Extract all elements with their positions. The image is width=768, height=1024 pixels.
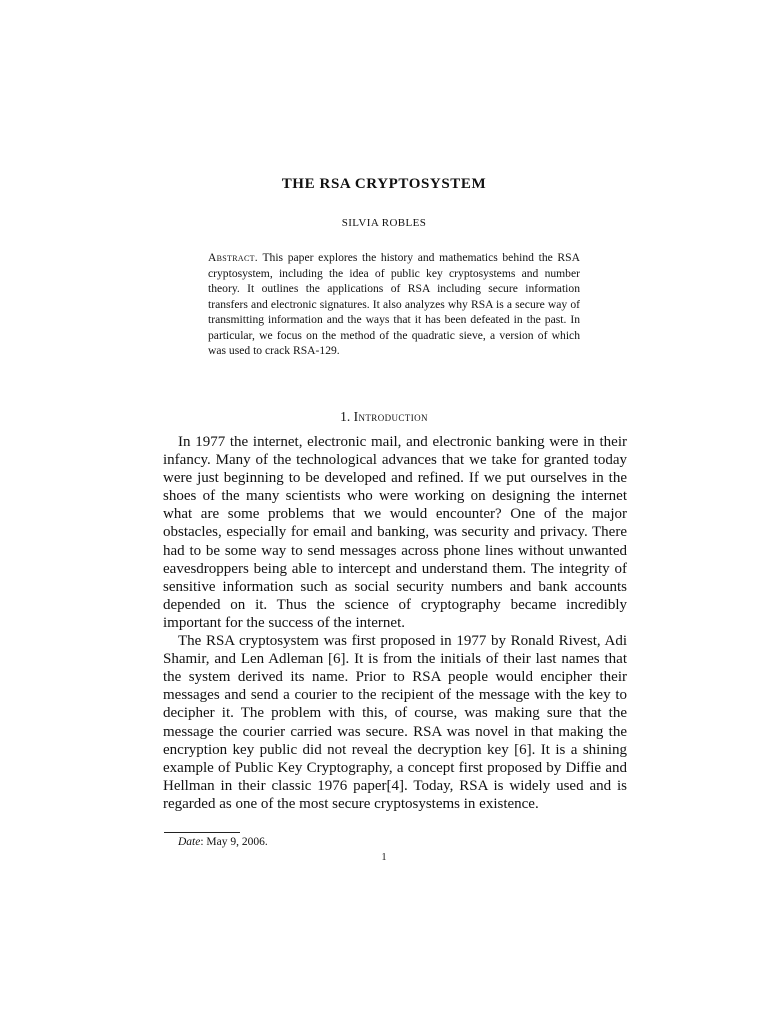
paragraph: The RSA cryptosystem was first proposed in 1977 by Ronald Rivest, Adi Shamir, and Len Adleman [6]. It is from the initials of their last names that the system derived its name. Prior to RSA people would encipher their messages and send a courier to the recipient of the message with the key to decipher it. The problem with this, of course, was making sure that the message the courier carried was secure. RSA was novel in that making the encryption key public did not reveal the decryption key [6]. It is a shining example of Public Key Cryptography, a concept first proposed by Diffie and Hellman in their classic 1976 paper[4]. Today, RSA is widely used and is regarded as one of the most secure cryptosystems in existence. (163, 633, 627, 812)
section-title: Introduction (353, 409, 428, 424)
paper-title: THE RSA CRYPTOSYSTEM (281, 176, 487, 192)
section-heading (0, 409, 768, 425)
footnote-label: Date (178, 836, 201, 848)
footnote-text: : May 9, 2006. (200, 836, 268, 848)
paragraph: In 1977 the internet, electronic mail, and electronic banking were in their infancy. Many of the technological advances that we take for granted today were just beginning to be developed and refined. If we put ourselves in the shoes of the many scientists who were working on designing the internet what are some problems that we would encounter? One of the major obstacles, especially for email and banking, was security and privacy. There had to be some way to send messages across phone lines without unwanted eavesdroppers being able to intercept and understand them. The integrity of sensitive information such as social security numbers and bank accounts depended on it. Thus the science of cryptography became incredibly important for the success of the internet. (163, 434, 627, 631)
abstract-text: This paper explores the history and mathematics behind the RSA cryptosystem, including the idea of public key cryptosystems and number theory. It outlines the applications of RSA including secure information transfers and electronic signatures. It also analyzes why RSA is a secure way of transmitting information and the ways that it has been defeated in the past. In particular, we focus on the method of the quadratic sieve, a version of which was used to crack RSA-129. (208, 251, 580, 357)
body-text (163, 433, 627, 813)
abstract (208, 250, 580, 359)
page-number: 1 (381, 852, 387, 863)
author-name: SILVIA ROBLES (341, 217, 427, 229)
section-number: 1. (340, 409, 351, 424)
footnote-rule (164, 832, 240, 833)
footnote (178, 836, 268, 848)
abstract-label: Abstract. (208, 251, 258, 264)
